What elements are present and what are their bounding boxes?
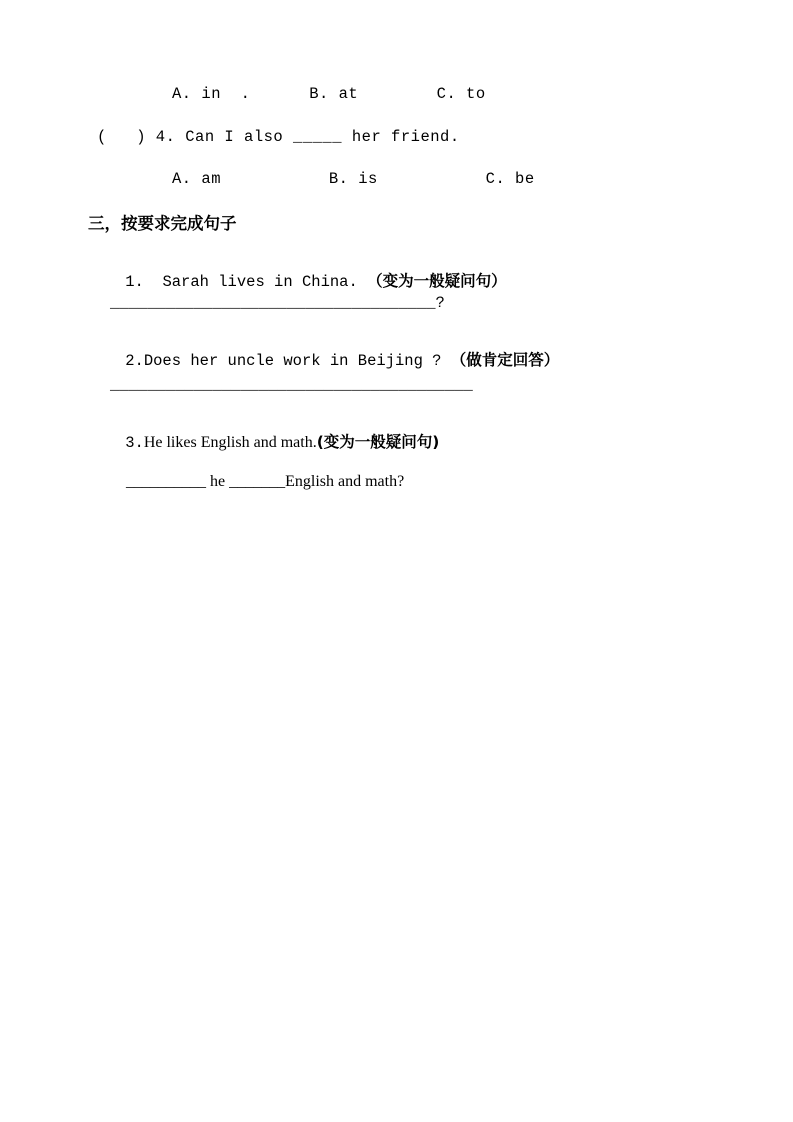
question4-text: ( ) 4. Can I also _____ her friend. [97,128,460,146]
question3-options: A. in . B. at C. to [172,85,486,103]
sentence-3-middle-word: he [210,473,226,490]
section-title: 三，按要求完成句子 [88,214,237,233]
sentence-3-tail: English and math? [285,473,405,490]
sentence-3-blank-1[interactable]: __________ [126,473,206,490]
sentence-2-text: Does her uncle work in Beijing ? [143,352,442,370]
sentence-2-answer-line[interactable]: _______________________________________ [110,376,473,394]
sentence-1-number: 1. [125,273,144,291]
sentence-2-instruction: （做肯定回答） [450,351,560,369]
sentence-3-blank-2[interactable]: _______ [229,473,286,490]
sentence-1-text: Sarah lives in China. [162,273,358,291]
sentence-1-answer-line[interactable]: ___________________________________? [110,294,445,312]
sentence-1-instruction: （变为一般疑问句） [367,272,507,290]
sentence-3-answer-line[interactable] [110,455,404,509]
sentence-3-text: He likes English and math. [143,434,317,451]
question4-options: A. am B. is C. be [172,170,535,188]
sentence-3-instruction: (变为一般疑问句) [316,433,440,451]
sentence-3-number: 3. [125,434,144,452]
sentence-2-number: 2. [125,352,144,370]
